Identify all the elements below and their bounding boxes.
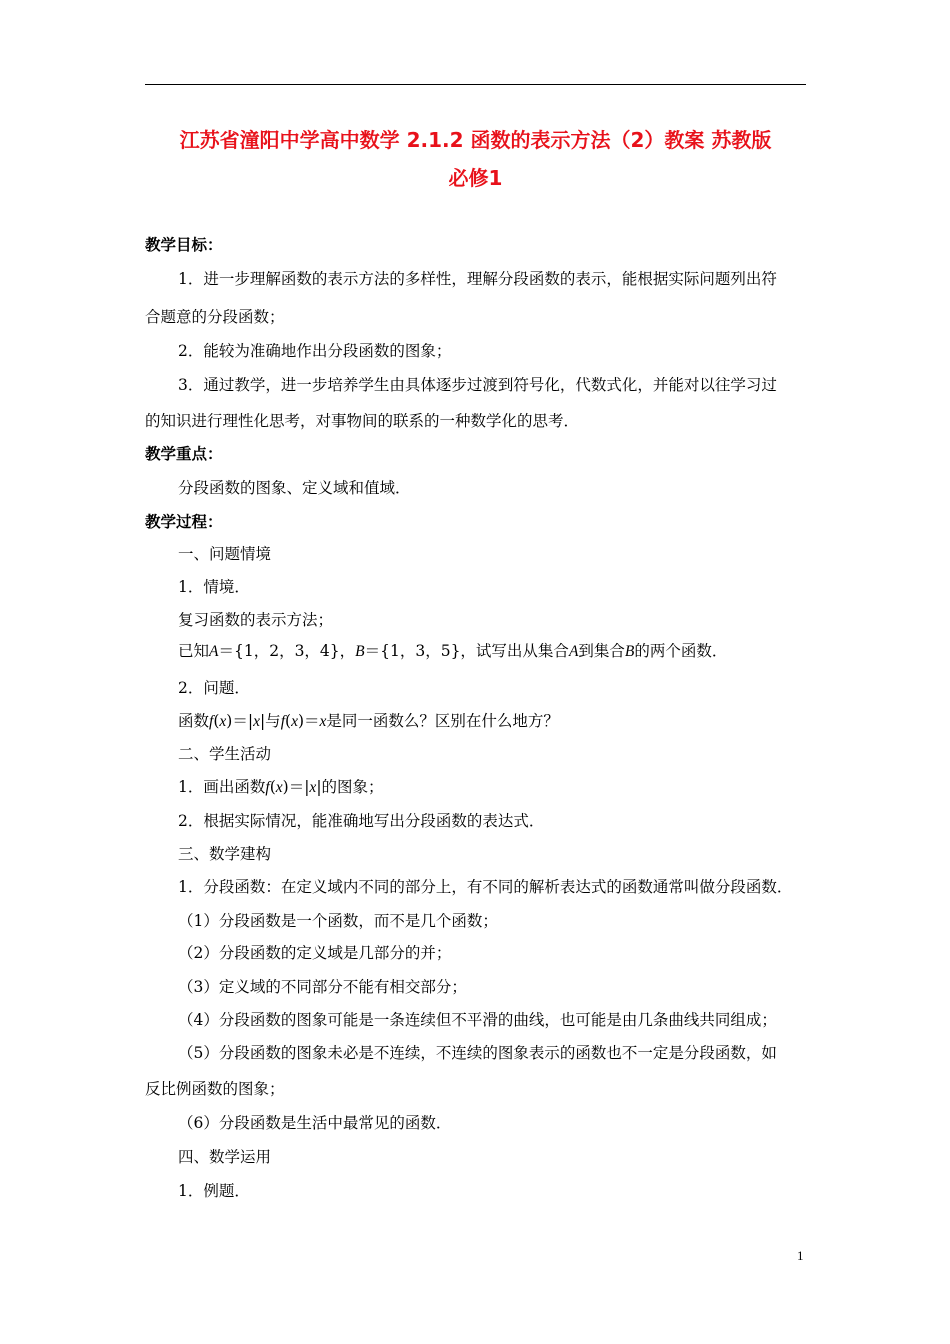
text-fragment: ＝{1，2，3，4}， — [218, 642, 356, 660]
math-var: A — [209, 643, 219, 660]
section-1-heading: 一、问题情境 — [178, 545, 272, 563]
math-var: x — [309, 779, 317, 796]
text-fragment: ( — [285, 712, 292, 730]
text-fragment: 的两个函数． — [634, 642, 728, 660]
math-var: x — [319, 713, 327, 730]
point-3: （3）定义域的不同部分不能有相交部分； — [178, 978, 467, 996]
math-var: f — [280, 713, 285, 730]
math-var: x — [275, 779, 283, 796]
math-var: A — [568, 643, 579, 660]
point-5-line-b: 反比例函数的图象； — [145, 1080, 285, 1098]
text-fragment: 1．画出函数 — [178, 778, 266, 796]
goal-2: 2．能较为准确地作出分段函数的图象； — [178, 342, 452, 360]
text-fragment: )＝| — [282, 778, 310, 796]
point-2: （2）分段函数的定义域是几部分的并； — [178, 944, 452, 962]
activity-1 — [178, 780, 384, 796]
text-fragment: ( — [213, 712, 220, 730]
piecewise-definition: 1．分段函数：在定义域内不同的部分上，有不同的解析表达式的函数通常叫做分段函数． — [178, 878, 793, 896]
section-2-heading: 二、学生活动 — [178, 745, 272, 763]
math-var: x — [219, 713, 227, 730]
text-fragment: ( — [269, 778, 276, 796]
math-var: x — [291, 713, 298, 730]
document-title-line1: 江苏省潼阳中学高中数学 2.1.2 函数的表示方法（2）教案 苏教版 — [179, 128, 772, 152]
point-1: （1）分段函数是一个函数，而不是几个函数； — [178, 912, 498, 930]
header-rule — [145, 84, 806, 85]
page-number: 1 — [797, 1248, 804, 1263]
text-fragment: 是同一函数么？区别在什么地方？ — [326, 712, 559, 730]
goals-heading: 教学目标： — [145, 236, 223, 254]
process-heading: 教学过程： — [145, 513, 223, 531]
point-4: （4）分段函数的图象可能是一条连续但不平滑的曲线，也可能是由几条曲线共同组成； — [178, 1011, 777, 1029]
point-6: （6）分段函数是生活中最常见的函数． — [178, 1114, 452, 1132]
goal-3-line-a: 3．通过教学，进一步培养学生由具体逐步过渡到符号化，代数式化，并能对以往学习过 — [178, 376, 777, 394]
section-3-heading: 三、数学建构 — [178, 845, 272, 863]
point-5-line-a: （5）分段函数的图象未必是不连续，不连续的图象表示的函数也不一定是分段函数，如 — [178, 1044, 777, 1062]
question-label: 2．问题． — [178, 679, 250, 697]
text-fragment: 函数 — [178, 712, 210, 730]
math-var: x — [253, 713, 260, 730]
text-fragment: )＝ — [297, 712, 320, 730]
math-var: f — [209, 713, 214, 730]
sets-question — [178, 644, 727, 660]
section-4-heading: 四、数学运用 — [178, 1148, 272, 1166]
text-fragment: |与 — [259, 712, 281, 730]
math-var: f — [265, 779, 270, 796]
goal-3-line-b: 的知识进行理性化思考，对事物间的联系的一种数学化的思考． — [145, 412, 580, 430]
goal-1-line-a: 1．进一步理解函数的表示方法的多样性，理解分段函数的表示，能根据实际问题列出符 — [178, 270, 777, 288]
text-fragment: |的图象； — [316, 778, 384, 796]
math-var: B — [355, 643, 365, 660]
focus-heading: 教学重点： — [145, 445, 223, 463]
situation-label: 1．情境． — [178, 578, 250, 596]
review-text: 复习函数的表示方法； — [178, 611, 334, 629]
function-question — [178, 714, 559, 730]
text-fragment: 到集合 — [578, 642, 625, 660]
math-var: B — [624, 643, 635, 660]
activity-2: 2．根据实际情况，能准确地写出分段函数的表达式． — [178, 812, 545, 830]
text-fragment: 已知 — [178, 642, 210, 660]
examples-label: 1．例题． — [178, 1182, 250, 1200]
text-fragment: )＝| — [226, 712, 254, 730]
text-fragment: ＝{1，3，5}，试写出从集合 — [364, 642, 569, 660]
document-title-line2: 必修1 — [448, 166, 503, 190]
goal-1-line-b: 合题意的分段函数； — [145, 308, 285, 326]
focus-text: 分段函数的图象、定义域和值域． — [178, 479, 411, 497]
